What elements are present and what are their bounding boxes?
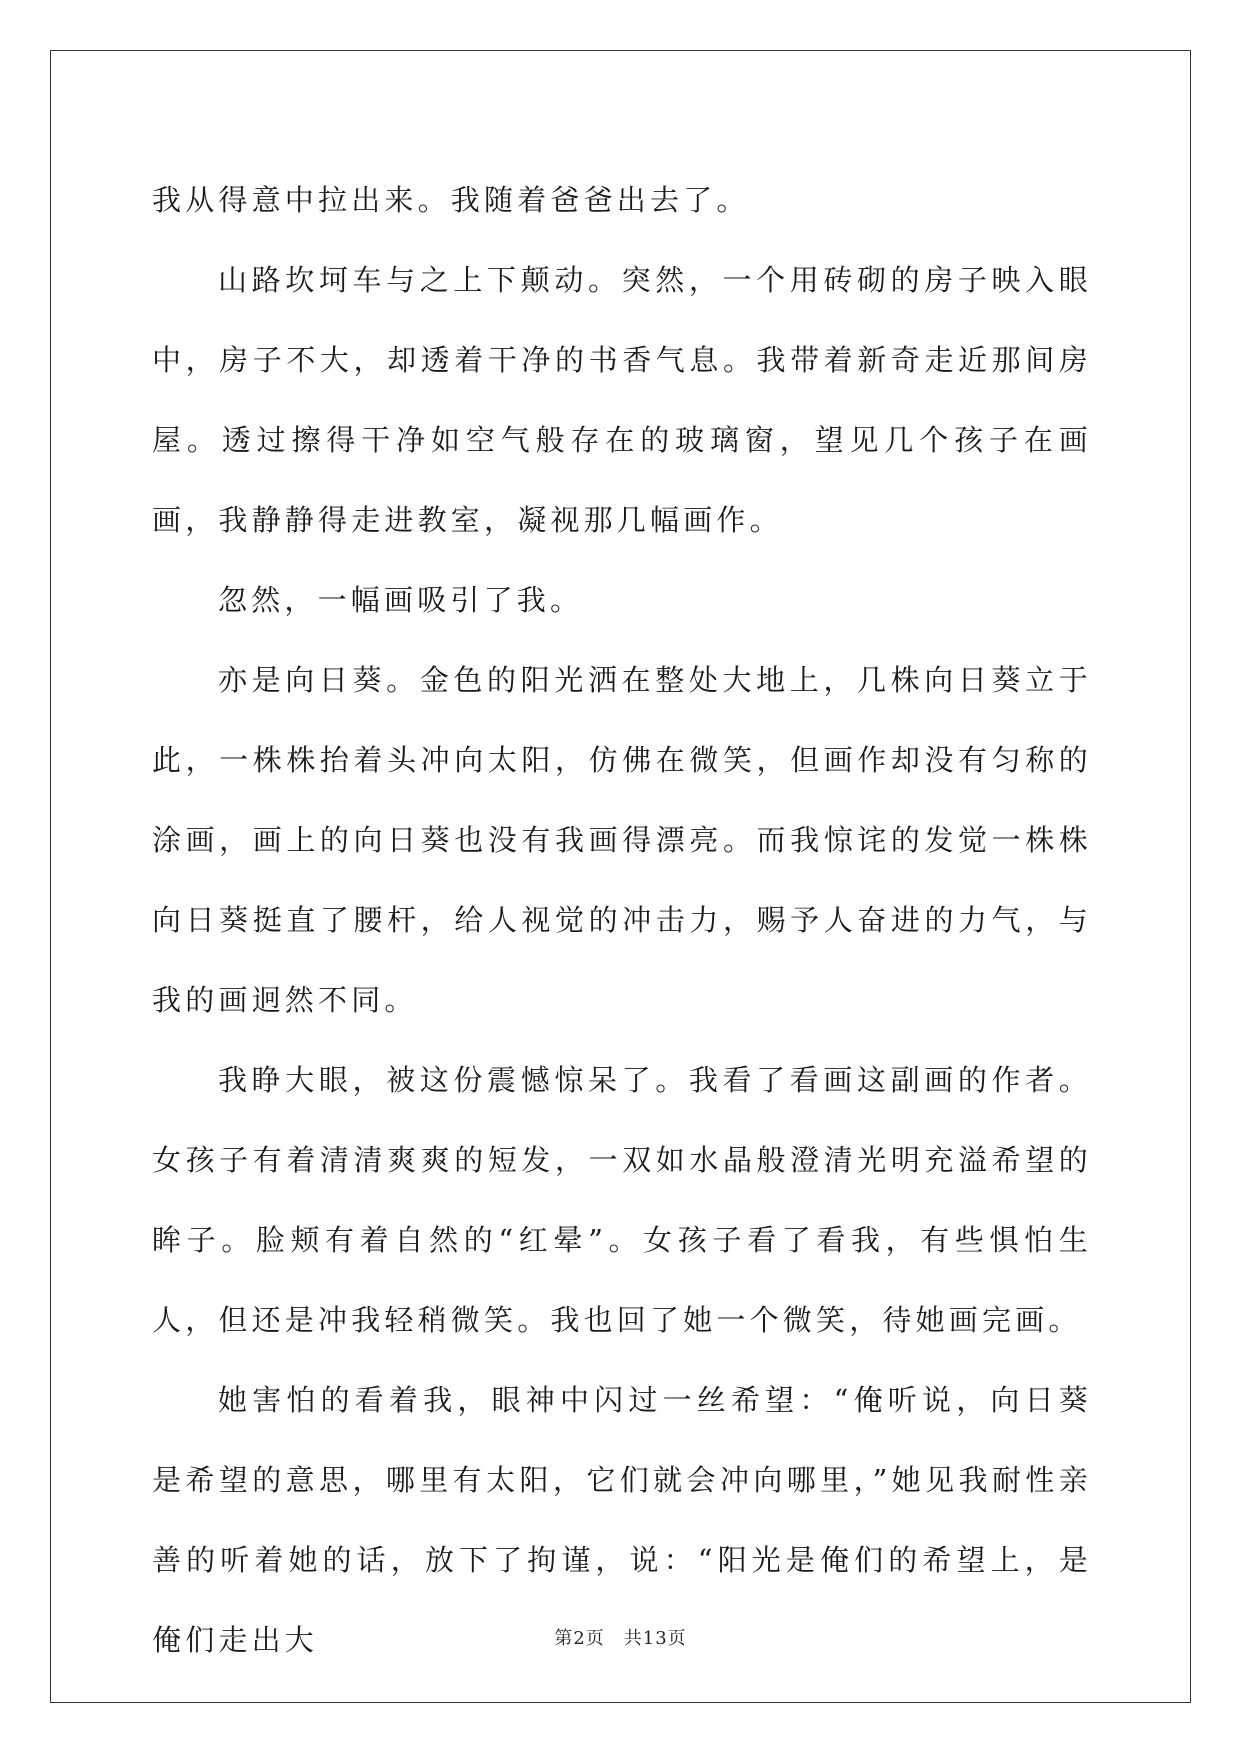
document-body bbox=[152, 160, 1092, 1680]
paragraph: 她害怕的看着我，眼神中闪过一丝希望：“俺听说，向日葵是希望的意思，哪里有太阳，它们就会冲向哪里，”她见我耐性亲善的听着她的话，放下了拘谨，说：“阳光是俺们的希望上，是俺们走出大 bbox=[152, 1383, 1092, 1657]
paragraph: 忽然，一幅画吸引了我。 bbox=[218, 583, 584, 617]
page-number: 第2页 共13页 bbox=[554, 1628, 687, 1649]
paragraph: 我睁大眼，被这份震憾惊呆了。我看了看画这副画的作者。女孩子有着清清爽爽的短发，一双如水晶般澄清光明充溢希望的眸子。脸颊有着自然的“红晕”。女孩子看了看我，有些惧怕生人，但还是冲我轻稍微笑。我也回了她一个微笑，待她画完画。 bbox=[152, 1063, 1092, 1337]
paragraph: 亦是向日葵。金色的阳光洒在整处大地上，几株向日葵立于此，一株株抬着头冲向太阳，仿佛在微笑，但画作却没有匀称的涂画，画上的向日葵也没有我画得漂亮。而我惊诧的发觉一株株向日葵挺直了腰杆，给人视觉的冲击力，赐予人奋进的力气，与我的画迥然不同。 bbox=[152, 663, 1092, 1017]
paragraph: 山路坎坷车与之上下颠动。突然，一个用砖砌的房子映入眼中，房子不大，却透着干净的书香气息。我带着新奇走近那间房屋。透过擦得干净如空气般存在的玻璃窗，望见几个孩子在画画，我静静得走进教室，凝视那几幅画作。 bbox=[152, 263, 1092, 537]
paragraph: 我从得意中拉出来。我随着爸爸出去了。 bbox=[152, 183, 750, 217]
